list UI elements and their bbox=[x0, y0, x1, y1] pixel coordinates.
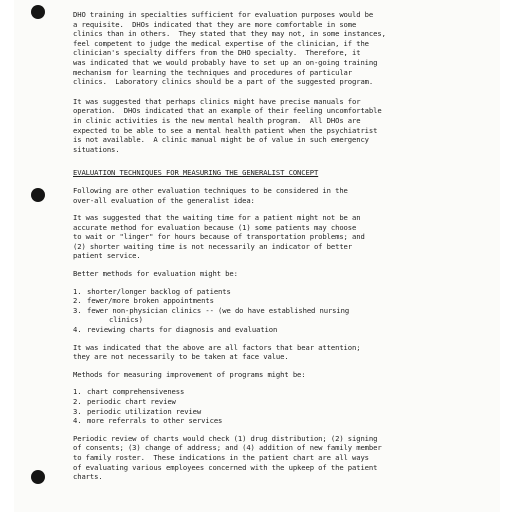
list-number: 1. bbox=[73, 387, 82, 397]
list-item-continuation bbox=[73, 315, 493, 325]
text-line: of evaluating various employees concerned with the upkeep of the patient bbox=[73, 462, 378, 472]
paragraph-waiting-time bbox=[73, 213, 493, 261]
text-line: operation. DHOs indicated that an example of their feeling uncomfortable bbox=[73, 106, 382, 116]
text-line: over-all evaluation of the generalist idea: bbox=[73, 195, 255, 205]
paragraph-factors bbox=[73, 343, 493, 362]
text-line: It was suggested that the waiting time for a patient might not be an bbox=[73, 213, 361, 223]
list-text: fewer/more broken appointments bbox=[87, 296, 214, 306]
list-text: chart comprehensiveness bbox=[87, 387, 185, 397]
list-number: 2. bbox=[73, 397, 82, 406]
evaluation-methods-list bbox=[73, 287, 493, 335]
text-line: mechanism for learning the techniques and procedures of particular bbox=[73, 67, 352, 77]
document-body bbox=[73, 10, 493, 482]
text-line: to wait or "linger" for hours because of transportation problems; and bbox=[73, 232, 365, 242]
text-line: in clinic activities is the new mental health program. All DHOs are bbox=[73, 115, 361, 125]
text-line: expected to be able to see a mental health patient when the psychiatrist bbox=[73, 125, 378, 135]
list-text: periodic chart review bbox=[87, 397, 176, 406]
text-line: was indicated that we would probably have to set up an on-going training bbox=[73, 57, 378, 67]
text-line: clinics than in others. They stated that they may not, in some instances, bbox=[73, 29, 386, 39]
punch-hole bbox=[31, 470, 45, 484]
text-line: situations. bbox=[73, 144, 120, 154]
section-heading: EVALUATION TECHNIQUES FOR MEASURING THE GENERALIST CONCEPT bbox=[73, 168, 319, 178]
text-line: (2) shorter waiting time is not necessarily an indicator of better bbox=[73, 241, 352, 251]
list-item bbox=[73, 287, 493, 297]
list-text: fewer non-physician clinics -- (we do have established nursing bbox=[87, 305, 350, 315]
list-text: more referrals to other services bbox=[87, 416, 223, 426]
list-text: clinics) bbox=[109, 315, 143, 325]
text-line: feel competent to judge the medical expertise of the clinician, if the bbox=[73, 38, 369, 48]
text-line: to family roster. These indications in the patient chart are all ways bbox=[73, 452, 369, 462]
list-text: periodic utilization review bbox=[87, 406, 202, 416]
list-number: 1. bbox=[73, 286, 82, 296]
improvement-methods-list bbox=[73, 387, 493, 425]
list-number: 4. bbox=[73, 416, 82, 426]
list-text: reviewing charts for diagnosis and evaluation bbox=[87, 325, 278, 335]
text-line: It was indicated that the above are all factors that bear attention; bbox=[73, 342, 361, 352]
list-number: 3. bbox=[73, 406, 82, 416]
list-number: 3. bbox=[73, 305, 82, 315]
text-line: of consents; (3) change of address; and (4) addition of new family member bbox=[73, 443, 382, 453]
text-line: a requisite. DHOs indicated that they are more comfortable in some bbox=[73, 19, 357, 29]
text-line: Periodic review of charts would check (1) drug distribution; (2) signing bbox=[73, 433, 378, 443]
paragraph-better-methods: Better methods for evaluation might be: bbox=[73, 269, 238, 279]
list-item bbox=[73, 387, 493, 397]
paragraph-improvement-methods: Methods for measuring improvement of programs might be: bbox=[73, 369, 306, 379]
list-number: 2. bbox=[73, 296, 82, 306]
punch-hole bbox=[31, 5, 45, 19]
text-line: DHO training in specialties sufficient for evaluation purposes would be bbox=[73, 10, 374, 19]
list-number: 4. bbox=[73, 325, 82, 335]
text-line: charts. bbox=[73, 472, 103, 482]
text-line: they are not necessarily to be taken at face value. bbox=[73, 352, 289, 362]
list-item bbox=[73, 397, 493, 407]
paragraph-training bbox=[73, 10, 493, 87]
list-item bbox=[73, 296, 493, 306]
paragraph-following bbox=[73, 186, 493, 205]
punch-hole bbox=[31, 188, 45, 202]
text-line: clinics. Laboratory clinics should be a part of the suggested program. bbox=[73, 77, 374, 87]
list-item bbox=[73, 306, 493, 316]
text-line: It was suggested that perhaps clinics might have precise manuals for bbox=[73, 96, 361, 106]
list-item bbox=[73, 416, 493, 426]
paragraph-manuals bbox=[73, 97, 493, 155]
text-line: accurate method for evaluation because (1) some patients may choose bbox=[73, 222, 357, 232]
text-line: clinician's specialty differs from the DHO specialty. Therefore, it bbox=[73, 48, 361, 58]
text-line: patient service. bbox=[73, 251, 141, 261]
paragraph-chart-review bbox=[73, 434, 493, 482]
list-item bbox=[73, 325, 493, 335]
list-text: shorter/longer backlog of patients bbox=[87, 286, 231, 296]
text-line: is not available. A clinic manual might be of value in such emergency bbox=[73, 135, 369, 145]
text-line: Following are other evaluation techniques to be considered in the bbox=[73, 185, 348, 195]
list-item bbox=[73, 407, 493, 417]
